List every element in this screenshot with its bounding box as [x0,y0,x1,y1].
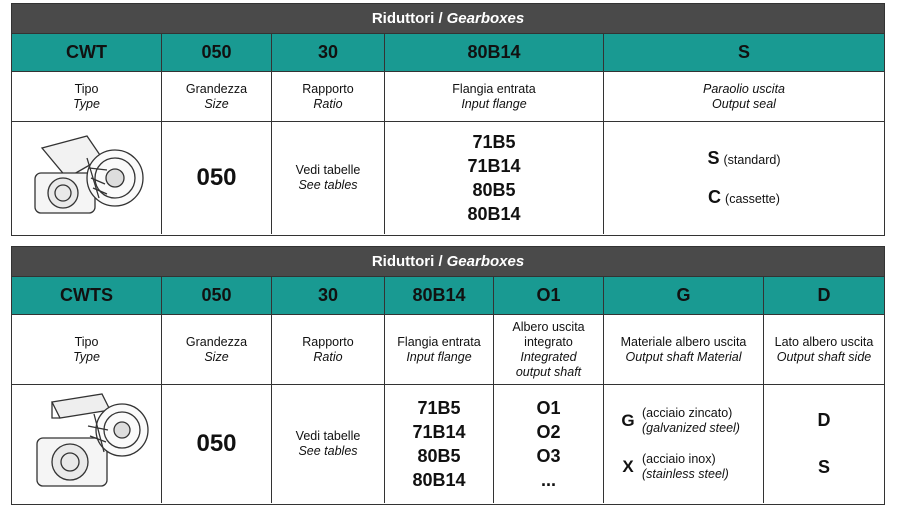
code-size: 050 [162,277,272,314]
title-italian: Riduttori / [371,253,443,270]
gearbox-image [12,385,162,503]
side-list [764,385,884,503]
code-row [12,277,884,315]
title-english: Gearboxes [446,253,525,270]
side-option: S [817,457,830,477]
size-value: 050 [162,122,272,234]
label-ratio: Rapporto Ratio [272,315,385,384]
flange-option: 71B14 [467,156,521,176]
shaft-list [494,385,604,503]
code-ratio: 30 [272,277,385,314]
code-ratio: 30 [272,34,385,71]
flange-option: 80B14 [412,470,466,490]
code-type: CWTS [12,277,162,314]
flange-option: 80B5 [417,446,461,466]
title-english: Gearboxes [446,10,525,27]
seal-option: S (standard) [707,148,781,168]
code-input-flange: 80B14 [385,34,604,71]
shaft-option: ... [540,470,556,490]
shaft-option: O1 [536,398,561,418]
gearbox-table-cwts [11,246,885,505]
code-output-seal: S [604,34,884,71]
shaft-option: O3 [536,446,561,466]
value-row [12,385,884,503]
seal-option: C (cassette) [708,187,780,207]
value-row [12,122,884,234]
label-type: Tipo Type [12,72,162,121]
code-shaft-side: D [764,277,884,314]
label-type: Tipo Type [12,315,162,384]
material-list [604,385,764,503]
seal-list [604,122,884,234]
gearbox-table-cwt [11,3,885,236]
table-title [12,4,884,34]
code-shaft-material: G [604,277,764,314]
label-size: Grandezza Size [162,315,272,384]
label-input-flange: Flangia entrata Input flange [385,72,604,121]
code-input-flange: 80B14 [385,277,494,314]
flange-list [385,385,494,503]
gearbox-image [12,122,162,234]
flange-option: 80B14 [467,204,521,224]
flange-option: 71B5 [417,398,461,418]
flange-option: 80B5 [472,180,516,200]
label-row [12,315,884,385]
label-shaft-side: Lato albero uscita Output shaft side [774,334,874,364]
side-option: D [817,410,831,430]
material-option: X (acciaio inox) (stainless steel) [622,452,729,481]
table-title [12,247,884,277]
code-row [12,34,884,72]
flange-list [385,122,604,234]
flange-option: 71B5 [472,132,516,152]
label-size: Grandezza Size [162,72,272,121]
label-shaft-material: Materiale albero uscita Output shaft Material [604,315,764,384]
ratio-note: Vedi tabelle See tables [272,122,385,234]
title-italian: Riduttori / [371,10,443,27]
code-output-shaft: O1 [494,277,604,314]
code-type: CWT [12,34,162,71]
size-value: 050 [162,385,272,503]
label-ratio: Rapporto Ratio [272,72,385,121]
label-row [12,72,884,122]
flange-option: 71B14 [412,422,466,442]
worm-gearbox-with-motor-drawing [22,390,152,498]
ratio-note: Vedi tabelle See tables [272,385,385,503]
worm-gearbox-drawing [27,128,147,228]
label-output-shaft: Albero uscita integrato Integrated output shaft [494,315,604,384]
code-size: 050 [162,34,272,71]
shaft-option: O2 [536,422,561,442]
label-output-seal: Paraolio uscita Output seal [703,81,785,111]
label-input-flange: Flangia entrata Input flange [385,315,494,384]
material-option: G (acciaio zincato) (galvanized steel) [621,406,740,435]
